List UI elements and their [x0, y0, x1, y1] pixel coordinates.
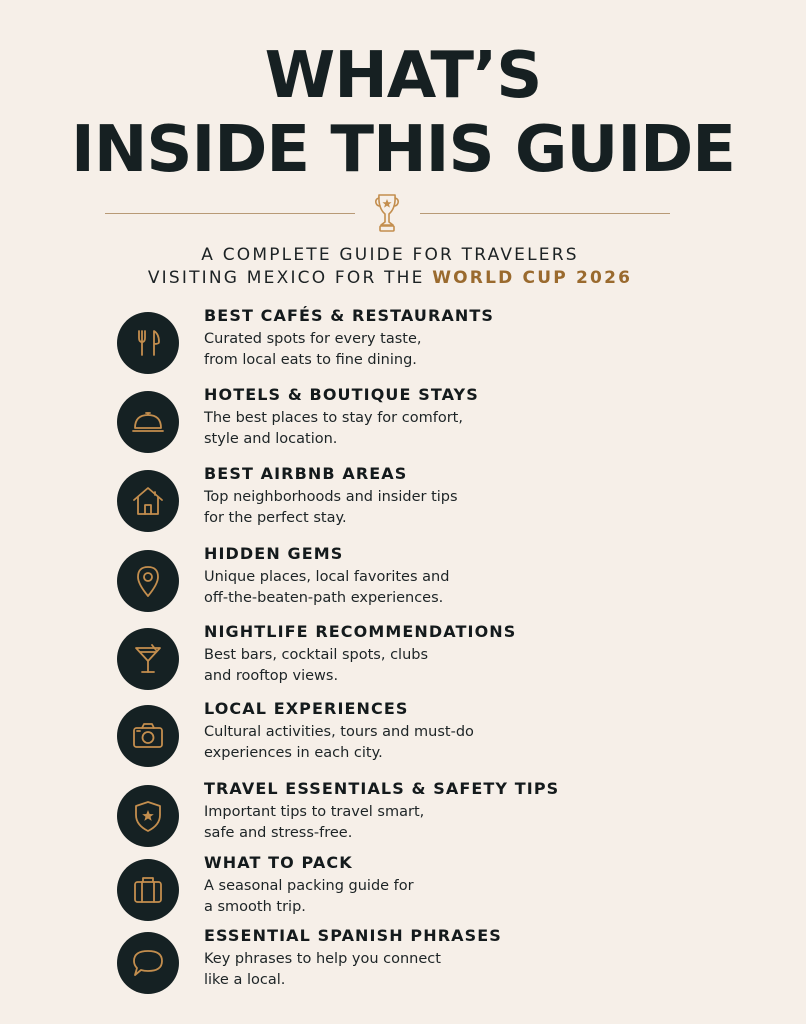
map-pin-icon — [130, 563, 166, 599]
page-title-line-1: WHAT’S — [264, 39, 542, 113]
list-item-restaurants — [117, 306, 757, 382]
item-title: BEST CAFÉS & RESTAURANTS — [204, 306, 494, 325]
icon-circle — [117, 550, 179, 612]
item-description: Cultural activities, tours and must-do experiences in each city. — [204, 724, 474, 761]
fork-knife-icon — [130, 325, 166, 361]
suitcase-icon — [130, 872, 166, 908]
item-title: HOTELS & BOUTIQUE STAYS — [204, 385, 479, 404]
list-item-spanish-phrases — [117, 926, 757, 1002]
item-description: Curated spots for every taste, from local eats to fine dining. — [204, 331, 422, 368]
subtitle-line-2 — [0, 268, 780, 288]
cocktail-icon — [130, 641, 166, 677]
item-description: Top neighborhoods and insider tips for the perfect stay. — [204, 489, 458, 526]
icon-circle — [117, 391, 179, 453]
house-icon — [130, 483, 166, 519]
camera-icon — [130, 718, 166, 754]
item-description: A seasonal packing guide for a smooth trip. — [204, 878, 414, 915]
subtitle-line-1: A COMPLETE GUIDE FOR TRAVELERS — [201, 245, 579, 265]
item-description: Key phrases to help you connect like a local. — [204, 951, 441, 988]
item-title: BEST AIRBNB AREAS — [204, 464, 408, 483]
icon-circle — [117, 785, 179, 847]
item-description: Important tips to travel smart, safe and stress-free. — [204, 804, 425, 841]
icon-circle — [117, 628, 179, 690]
list-item-safety — [117, 779, 757, 855]
item-description: Best bars, cocktail spots, clubs and rooftop views. — [204, 647, 429, 684]
cloche-icon — [130, 404, 166, 440]
item-title: NIGHTLIFE RECOMMENDATIONS — [204, 622, 517, 641]
item-title: WHAT TO PACK — [204, 853, 353, 872]
divider-left — [105, 213, 355, 214]
shield-star-icon — [130, 798, 166, 834]
item-description: Unique places, local favorites and off-the-beaten-path experiences. — [204, 569, 450, 606]
icon-circle — [117, 859, 179, 921]
list-item-nightlife — [117, 622, 757, 698]
item-title: ESSENTIAL SPANISH PHRASES — [204, 926, 502, 945]
divider-right — [420, 213, 670, 214]
icon-circle — [117, 705, 179, 767]
list-item-hotels — [117, 385, 757, 461]
item-title: HIDDEN GEMS — [204, 544, 344, 563]
speech-bubble-icon — [130, 945, 166, 981]
trophy-icon — [374, 192, 400, 234]
item-description: The best places to stay for comfort, style and location. — [204, 410, 463, 447]
subtitle-prefix: VISITING MEXICO FOR THE — [147, 268, 433, 288]
item-title: TRAVEL ESSENTIALS & SAFETY TIPS — [204, 779, 560, 798]
icon-circle — [117, 312, 179, 374]
icon-circle — [117, 932, 179, 994]
list-item-local-experiences — [117, 699, 757, 775]
icon-circle — [117, 470, 179, 532]
item-title: LOCAL EXPERIENCES — [204, 699, 409, 718]
list-item-packing — [117, 853, 757, 929]
page-title-line-2: INSIDE THIS GUIDE — [71, 113, 735, 187]
subtitle-accent: WORLD CUP 2026 — [432, 268, 633, 288]
list-item-hidden-gems — [117, 544, 757, 620]
list-item-airbnb — [117, 464, 757, 540]
